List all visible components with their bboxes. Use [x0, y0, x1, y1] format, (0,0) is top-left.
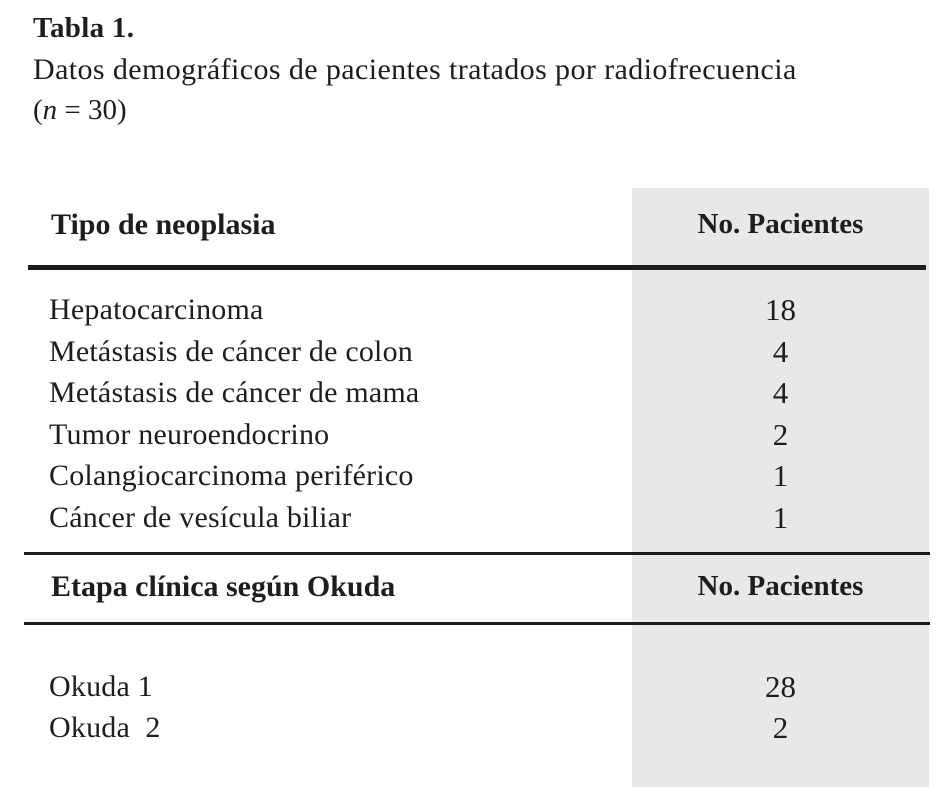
okuda-row-values — [632, 667, 929, 748]
rule-below-okuda-header — [24, 622, 930, 625]
table-description: Datos demográficos de pacientes tratados por radiofrecuencia — [33, 53, 797, 86]
row-value: 2 — [772, 709, 789, 745]
section-header-neoplasia — [0, 208, 941, 248]
okuda-row-labels — [49, 667, 161, 748]
row-value: 4 — [772, 375, 789, 411]
row-value: 28 — [765, 669, 796, 704]
column-header-no-pacientes: No. Pacientes — [697, 208, 864, 240]
rule-below-neoplasia-header — [28, 265, 926, 270]
column-header-no-pacientes: No. Pacientes — [697, 570, 864, 602]
table-title: Tabla 1. — [33, 12, 135, 44]
column-header-tipo-de-neoplasia: Tipo de neoplasia — [51, 208, 276, 241]
paren-open: ( — [33, 94, 43, 126]
neoplasia-row-values — [632, 289, 929, 539]
row-label: Okuda 2 — [49, 710, 161, 744]
row-value: 1 — [772, 499, 789, 535]
row-value: 1 — [772, 458, 789, 494]
row-value: 18 — [765, 292, 796, 327]
row-value: 2 — [772, 416, 789, 452]
n-value: = 30) — [57, 94, 127, 126]
row-label: Cáncer de vesícula biliar — [49, 500, 352, 534]
column-header-etapa-clinica: Etapa clínica según Okuda — [51, 570, 396, 603]
row-label: Metástasis de cáncer de colon — [49, 334, 413, 368]
n-variable: n — [42, 94, 58, 126]
rule-above-okuda-header — [24, 552, 930, 555]
neoplasia-row-labels — [49, 289, 419, 539]
section-header-okuda — [0, 570, 941, 610]
table-caption-block — [33, 8, 933, 130]
row-label: Okuda 1 — [49, 670, 153, 703]
row-label: Colangiocarcinoma periférico — [49, 459, 414, 493]
row-label: Hepatocarcinoma — [49, 293, 264, 326]
row-label: Metástasis de cáncer de mama — [49, 376, 420, 410]
sample-size-note — [33, 90, 933, 130]
row-label: Tumor neuroendocrino — [49, 417, 330, 451]
row-value: 4 — [772, 333, 789, 369]
